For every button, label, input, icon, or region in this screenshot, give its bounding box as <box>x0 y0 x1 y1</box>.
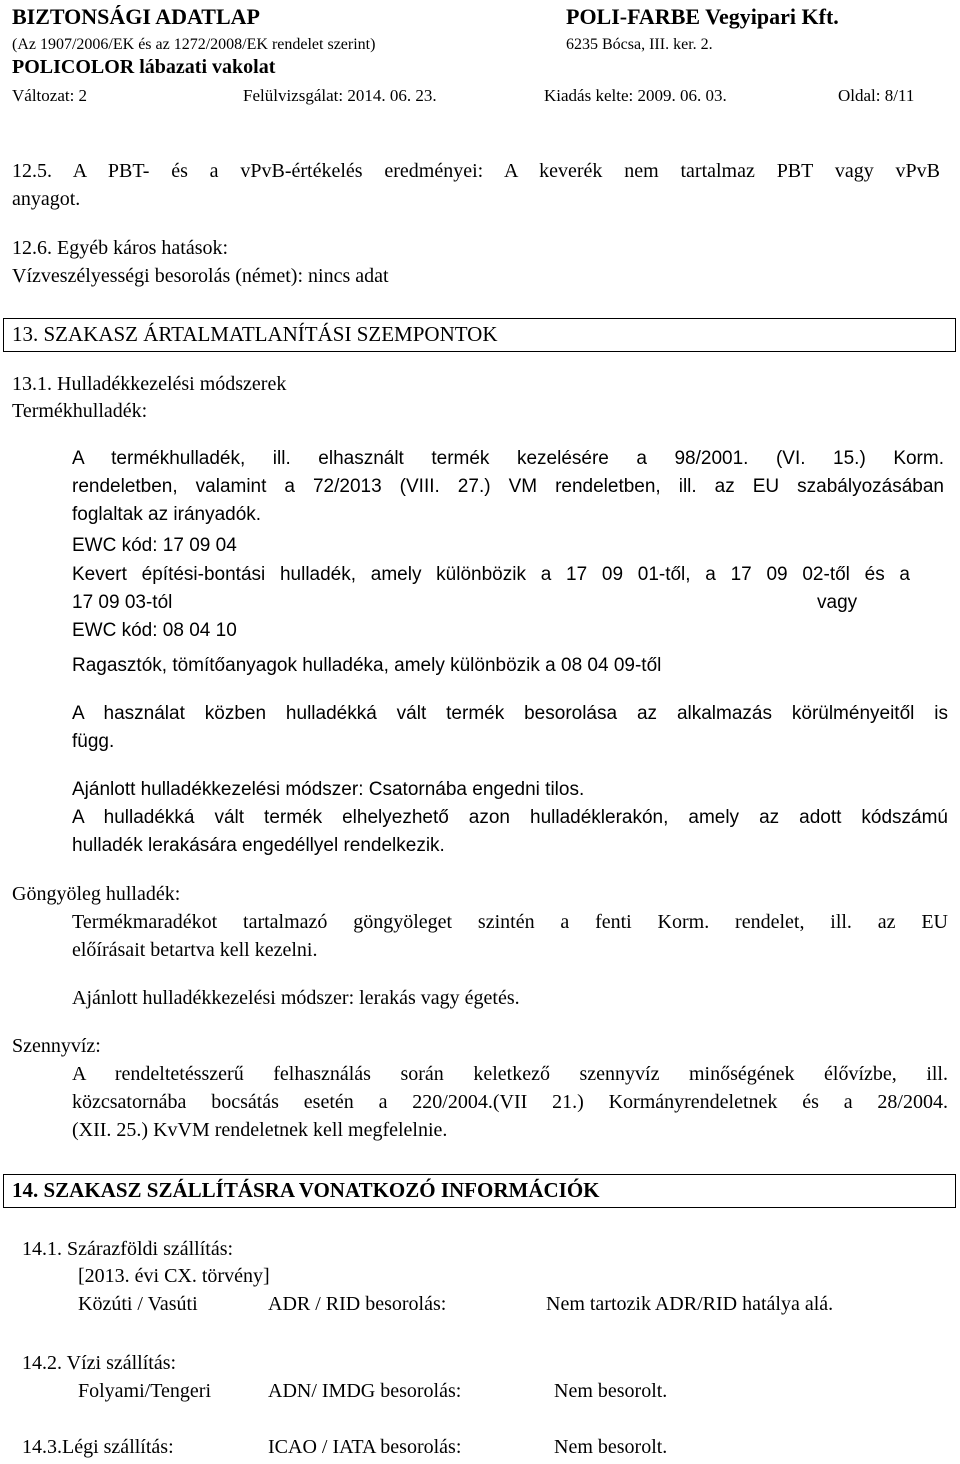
adn-imdg-label: ADN/ IMDG besorolás: <box>268 1380 462 1402</box>
product-waste-line3: foglaltak az irányadók. <box>72 504 262 525</box>
version: Változat: 2 <box>12 86 88 105</box>
s12-6-text: Vízveszélyességi besorolás (német): nincs adat <box>12 265 389 287</box>
road-rail-label: Közúti / Vasúti <box>78 1293 198 1315</box>
classification-line2: függ. <box>72 731 115 752</box>
icao-iata-label: ICAO / IATA besorolás: <box>268 1436 462 1458</box>
product-waste-line2: rendeletben, valamint a 72/2013 (VIII. 27.) VM rendeletben, ill. az EU szabályozásában <box>72 476 944 497</box>
s12-5-line1: 12.5. A PBT- és a vPvB-értékelés eredményei: A keverék nem tartalmaz PBT vagy vPvB <box>12 160 940 182</box>
river-sea-label: Folyami/Tengeri <box>78 1380 212 1402</box>
recommended-method-1: Ajánlott hulladékkezelési módszer: Csatornába engedni tilos. <box>72 779 585 800</box>
product-waste-label: Termékhulladék: <box>12 400 148 422</box>
regulation-note: (Az 1907/2006/EK és az 1272/2008/EK rendelet szerint) <box>12 36 376 53</box>
icao-iata-value: Nem besorolt. <box>554 1436 668 1458</box>
page-number: Oldal: 8/11 <box>838 86 915 105</box>
adr-rid-value: Nem tartozik ADR/RID hatálya alá. <box>546 1293 834 1315</box>
issue-date: Kiadás kelte: 2009. 06. 03. <box>544 86 727 105</box>
product-waste-line1: A termékhulladék, ill. elhasznált termék kezelésére a 98/2001. (VI. 15.) Korm. <box>72 448 944 469</box>
classification-line1: A használat közben hulladékká vált termék besorolása az alkalmazás körülményeitől is <box>72 703 948 724</box>
wastewater-line2: közcsatornába bocsátás esetén a 220/2004.(VII 21.) Kormányrendeletnek és a 28/2004. <box>72 1091 948 1113</box>
recommended-method-2: Ajánlott hulladékkezelési módszer: lerakás vagy égetés. <box>72 987 520 1009</box>
wastewater-line1: A rendeltetésszerű felhasználás során keletkező szennyvíz minőségének élővízbe, ill. <box>72 1063 948 1085</box>
ewc-code-2-desc: Ragasztók, tömítőanyagok hulladéka, amely különbözik a 08 04 09-től <box>72 655 662 676</box>
s14-2-title: 14.2. Vízi szállítás: <box>22 1352 177 1374</box>
packaging-waste-label: Göngyöleg hulladék: <box>12 883 181 905</box>
adn-imdg-value: Nem besorolt. <box>554 1380 668 1402</box>
wastewater-label: Szennyvíz: <box>12 1035 101 1057</box>
s12-6-title: 12.6. Egyéb káros hatások: <box>12 237 229 259</box>
company-address: 6235 Bócsa, III. ker. 2. <box>566 36 713 53</box>
company-name: POLI-FARBE Vegyipari Kft. <box>566 4 839 29</box>
wastewater-line3: (XII. 25.) KvVM rendeletnek kell megfelelnie. <box>72 1119 448 1141</box>
or-word: vagy <box>817 592 858 613</box>
s12-5-line2: anyagot. <box>12 188 81 210</box>
law-reference: [2013. évi CX. törvény] <box>78 1265 270 1287</box>
section-14-title: 14. SZAKASZ SZÁLLÍTÁSRA VONATKOZÓ INFORMÁCIÓK <box>12 1178 600 1202</box>
ewc-code-1: EWC kód: 17 09 04 <box>72 535 237 556</box>
revision-date: Felülvizsgálat: 2014. 06. 23. <box>243 86 437 105</box>
s13-1-title: 13.1. Hulladékkezelési módszerek <box>12 373 287 395</box>
ewc-code-1-desc-line1: Kevert építési-bontási hulladék, amely különbözik a 17 09 01-től, a 17 09 02-től és a <box>72 564 910 585</box>
packaging-line1: Termékmaradékot tartalmazó göngyöleget szintén a fenti Korm. rendelet, ill. az EU <box>72 911 948 933</box>
doc-title: BIZTONSÁGI ADATLAP <box>12 4 260 29</box>
section-13-title: 13. SZAKASZ ÁRTALMATLANÍTÁSI SZEMPONTOK <box>12 322 498 346</box>
disposal-line1: A hulladékká vált termék elhelyezhető azon hulladéklerakón, amely az adott kódszámú <box>72 807 948 828</box>
s14-3-title: 14.3.Légi szállítás: <box>22 1436 174 1458</box>
disposal-line2: hulladék lerakására engedéllyel rendelkezik. <box>72 835 445 856</box>
product-name: POLICOLOR lábazati vakolat <box>12 56 276 78</box>
ewc-code-1-desc-line2: 17 09 03-tól <box>72 592 173 613</box>
ewc-code-2: EWC kód: 08 04 10 <box>72 620 237 641</box>
s14-1-title: 14.1. Szárazföldi szállítás: <box>22 1238 234 1260</box>
adr-rid-label: ADR / RID besorolás: <box>268 1293 447 1315</box>
packaging-line2: előírásait betartva kell kezelni. <box>72 939 318 961</box>
